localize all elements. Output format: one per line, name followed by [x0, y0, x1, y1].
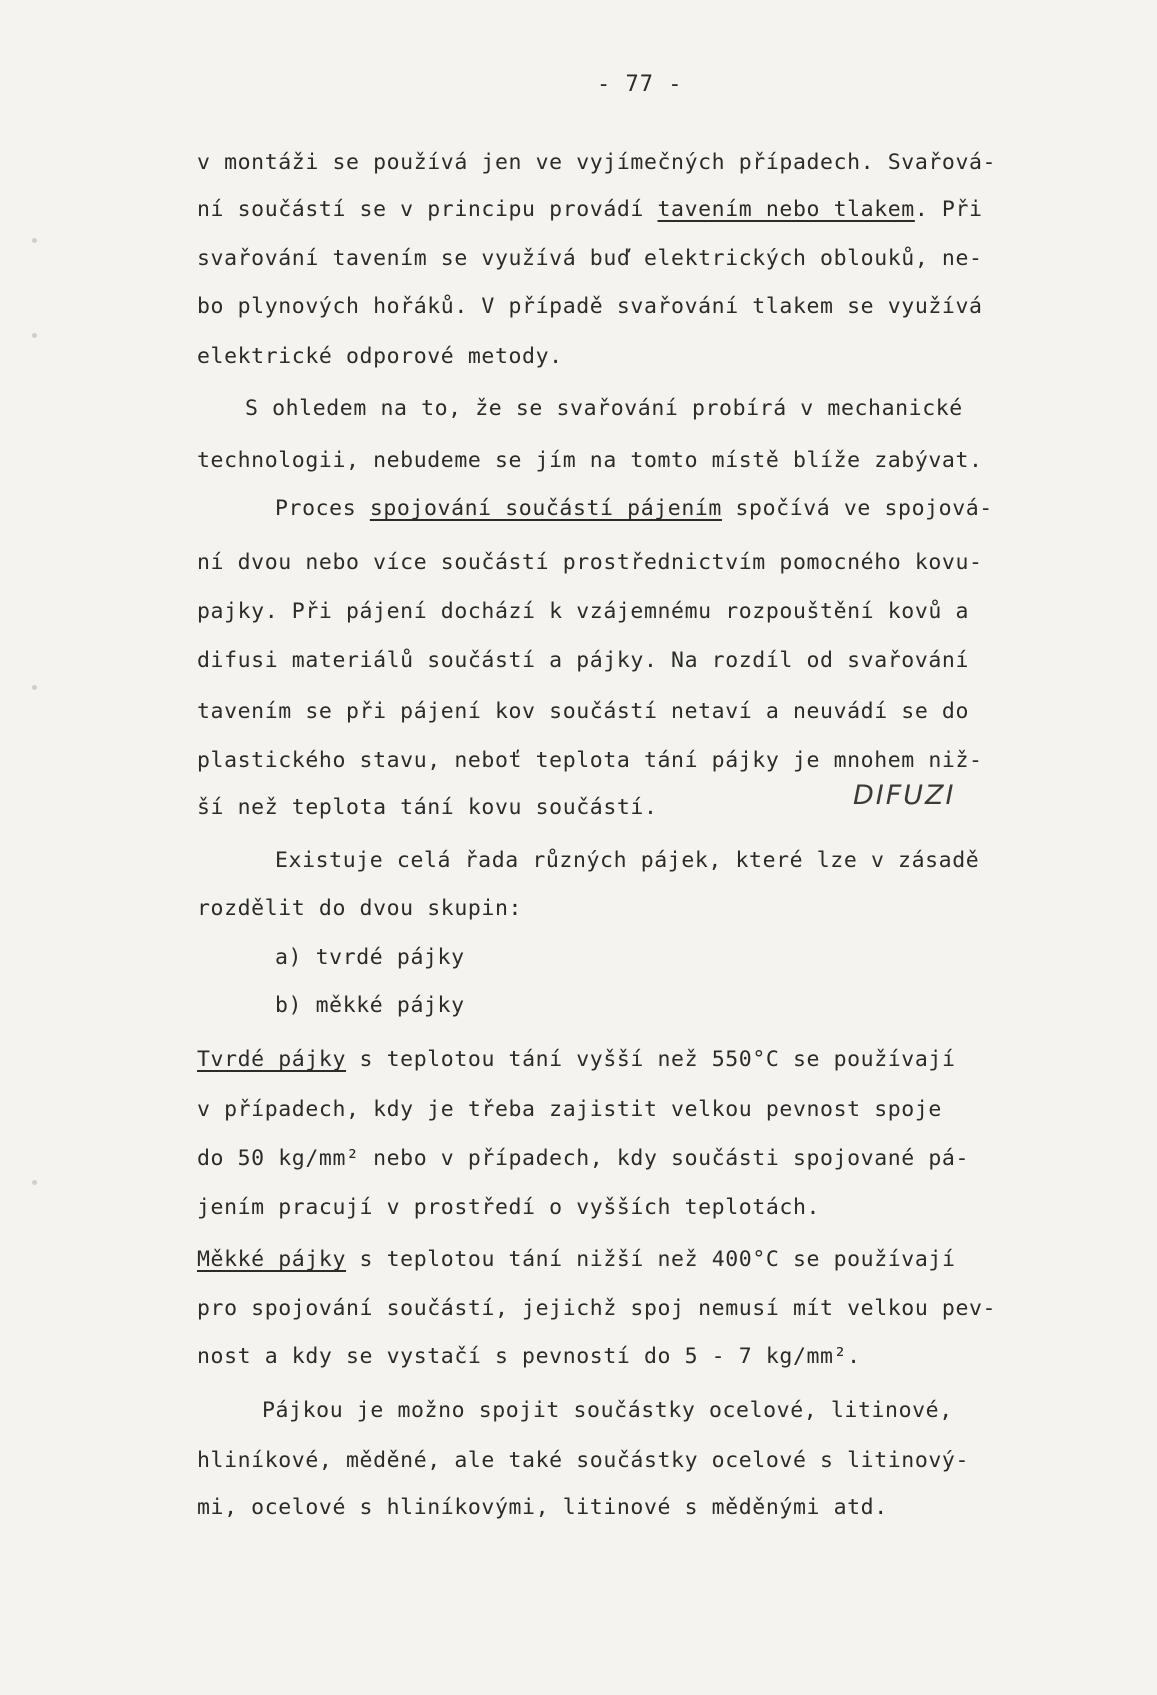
- underlined-term: spojování součástí pájením: [369, 496, 722, 521]
- text-line: S ohledem na to, že se svařování probírá v mechanické: [245, 396, 963, 421]
- underlined-term: tavením nebo tlakem: [657, 197, 915, 222]
- text-line: jením pracují v prostředí o vyšších teplotách.: [197, 1195, 821, 1220]
- text-line: bo plynových hořáků. V případě svařování tlakem se využívá: [197, 294, 983, 319]
- handwritten-annotation: DIFUZI: [853, 780, 956, 811]
- text-line: plastického stavu, neboť teplota tání pájky je mnohem niž-: [197, 748, 983, 773]
- text-line: Tvrdé pájky s teplotou tání vyšší než 550°C se používají: [197, 1047, 956, 1072]
- punch-mark: [32, 1180, 37, 1185]
- text-line: pajky. Při pájení dochází k vzájemnému rozpouštění kovů a: [197, 599, 970, 624]
- text-line: ší než teplota tání kovu součástí.: [197, 795, 658, 820]
- text-line: technologii, nebudeme se jím na tomto místě blíže zabývat.: [197, 448, 983, 473]
- text-line: mi, ocelové s hliníkovými, litinové s měděnými atd.: [197, 1495, 888, 1520]
- page-number: - 77 -: [597, 72, 683, 97]
- punch-mark: [32, 238, 37, 243]
- text-line: pro spojování součástí, jejichž spoj nemusí mít velkou pev-: [197, 1296, 997, 1321]
- text-line: v případech, kdy je třeba zajistit velkou pevnost spoje: [197, 1097, 942, 1122]
- text-line: v montáži se používá jen ve vyjímečných případech. Svařová-: [197, 150, 997, 175]
- text-line: tavením se při pájení kov součástí netaví a neuvádí se do: [197, 699, 970, 724]
- punch-mark: [32, 685, 37, 690]
- text-line: hliníkové, měděné, ale také součástky ocelové s litinový-: [197, 1448, 970, 1473]
- text-line: svařování tavením se využívá buď elektrických oblouků, ne-: [197, 246, 983, 271]
- text-line: do 50 kg/mm² nebo v případech, kdy součásti spojované pá-: [197, 1146, 970, 1171]
- text-line: ní dvou nebo více součástí prostřednictvím pomocného kovu-: [197, 550, 983, 575]
- punch-mark: [32, 333, 37, 338]
- text-line: b) měkké pájky: [275, 993, 465, 1018]
- text-line: Proces spojování součástí pájením spočívá ve spojová-: [275, 496, 993, 521]
- text-line: elektrické odporové metody.: [197, 344, 563, 369]
- text-line: rozdělit do dvou skupin:: [197, 896, 523, 921]
- underlined-term: Tvrdé pájky: [197, 1047, 346, 1072]
- underlined-term: Měkké pájky: [197, 1247, 346, 1272]
- text-line: difusi materiálů součástí a pájky. Na rozdíl od svařování: [197, 648, 970, 673]
- text-line: Pájkou je možno spojit součástky ocelové, litinové,: [262, 1398, 953, 1423]
- text-line: nost a kdy se vystačí s pevností do 5 - 7 kg/mm².: [197, 1344, 861, 1369]
- text-line: Existuje celá řada různých pájek, které lze v zásadě: [275, 848, 980, 873]
- text-line: Měkké pájky s teplotou tání nižší než 400°C se používají: [197, 1247, 956, 1272]
- text-line: a) tvrdé pájky: [275, 945, 465, 970]
- text-line: ní součástí se v principu provádí tavením nebo tlakem. Při: [197, 197, 983, 222]
